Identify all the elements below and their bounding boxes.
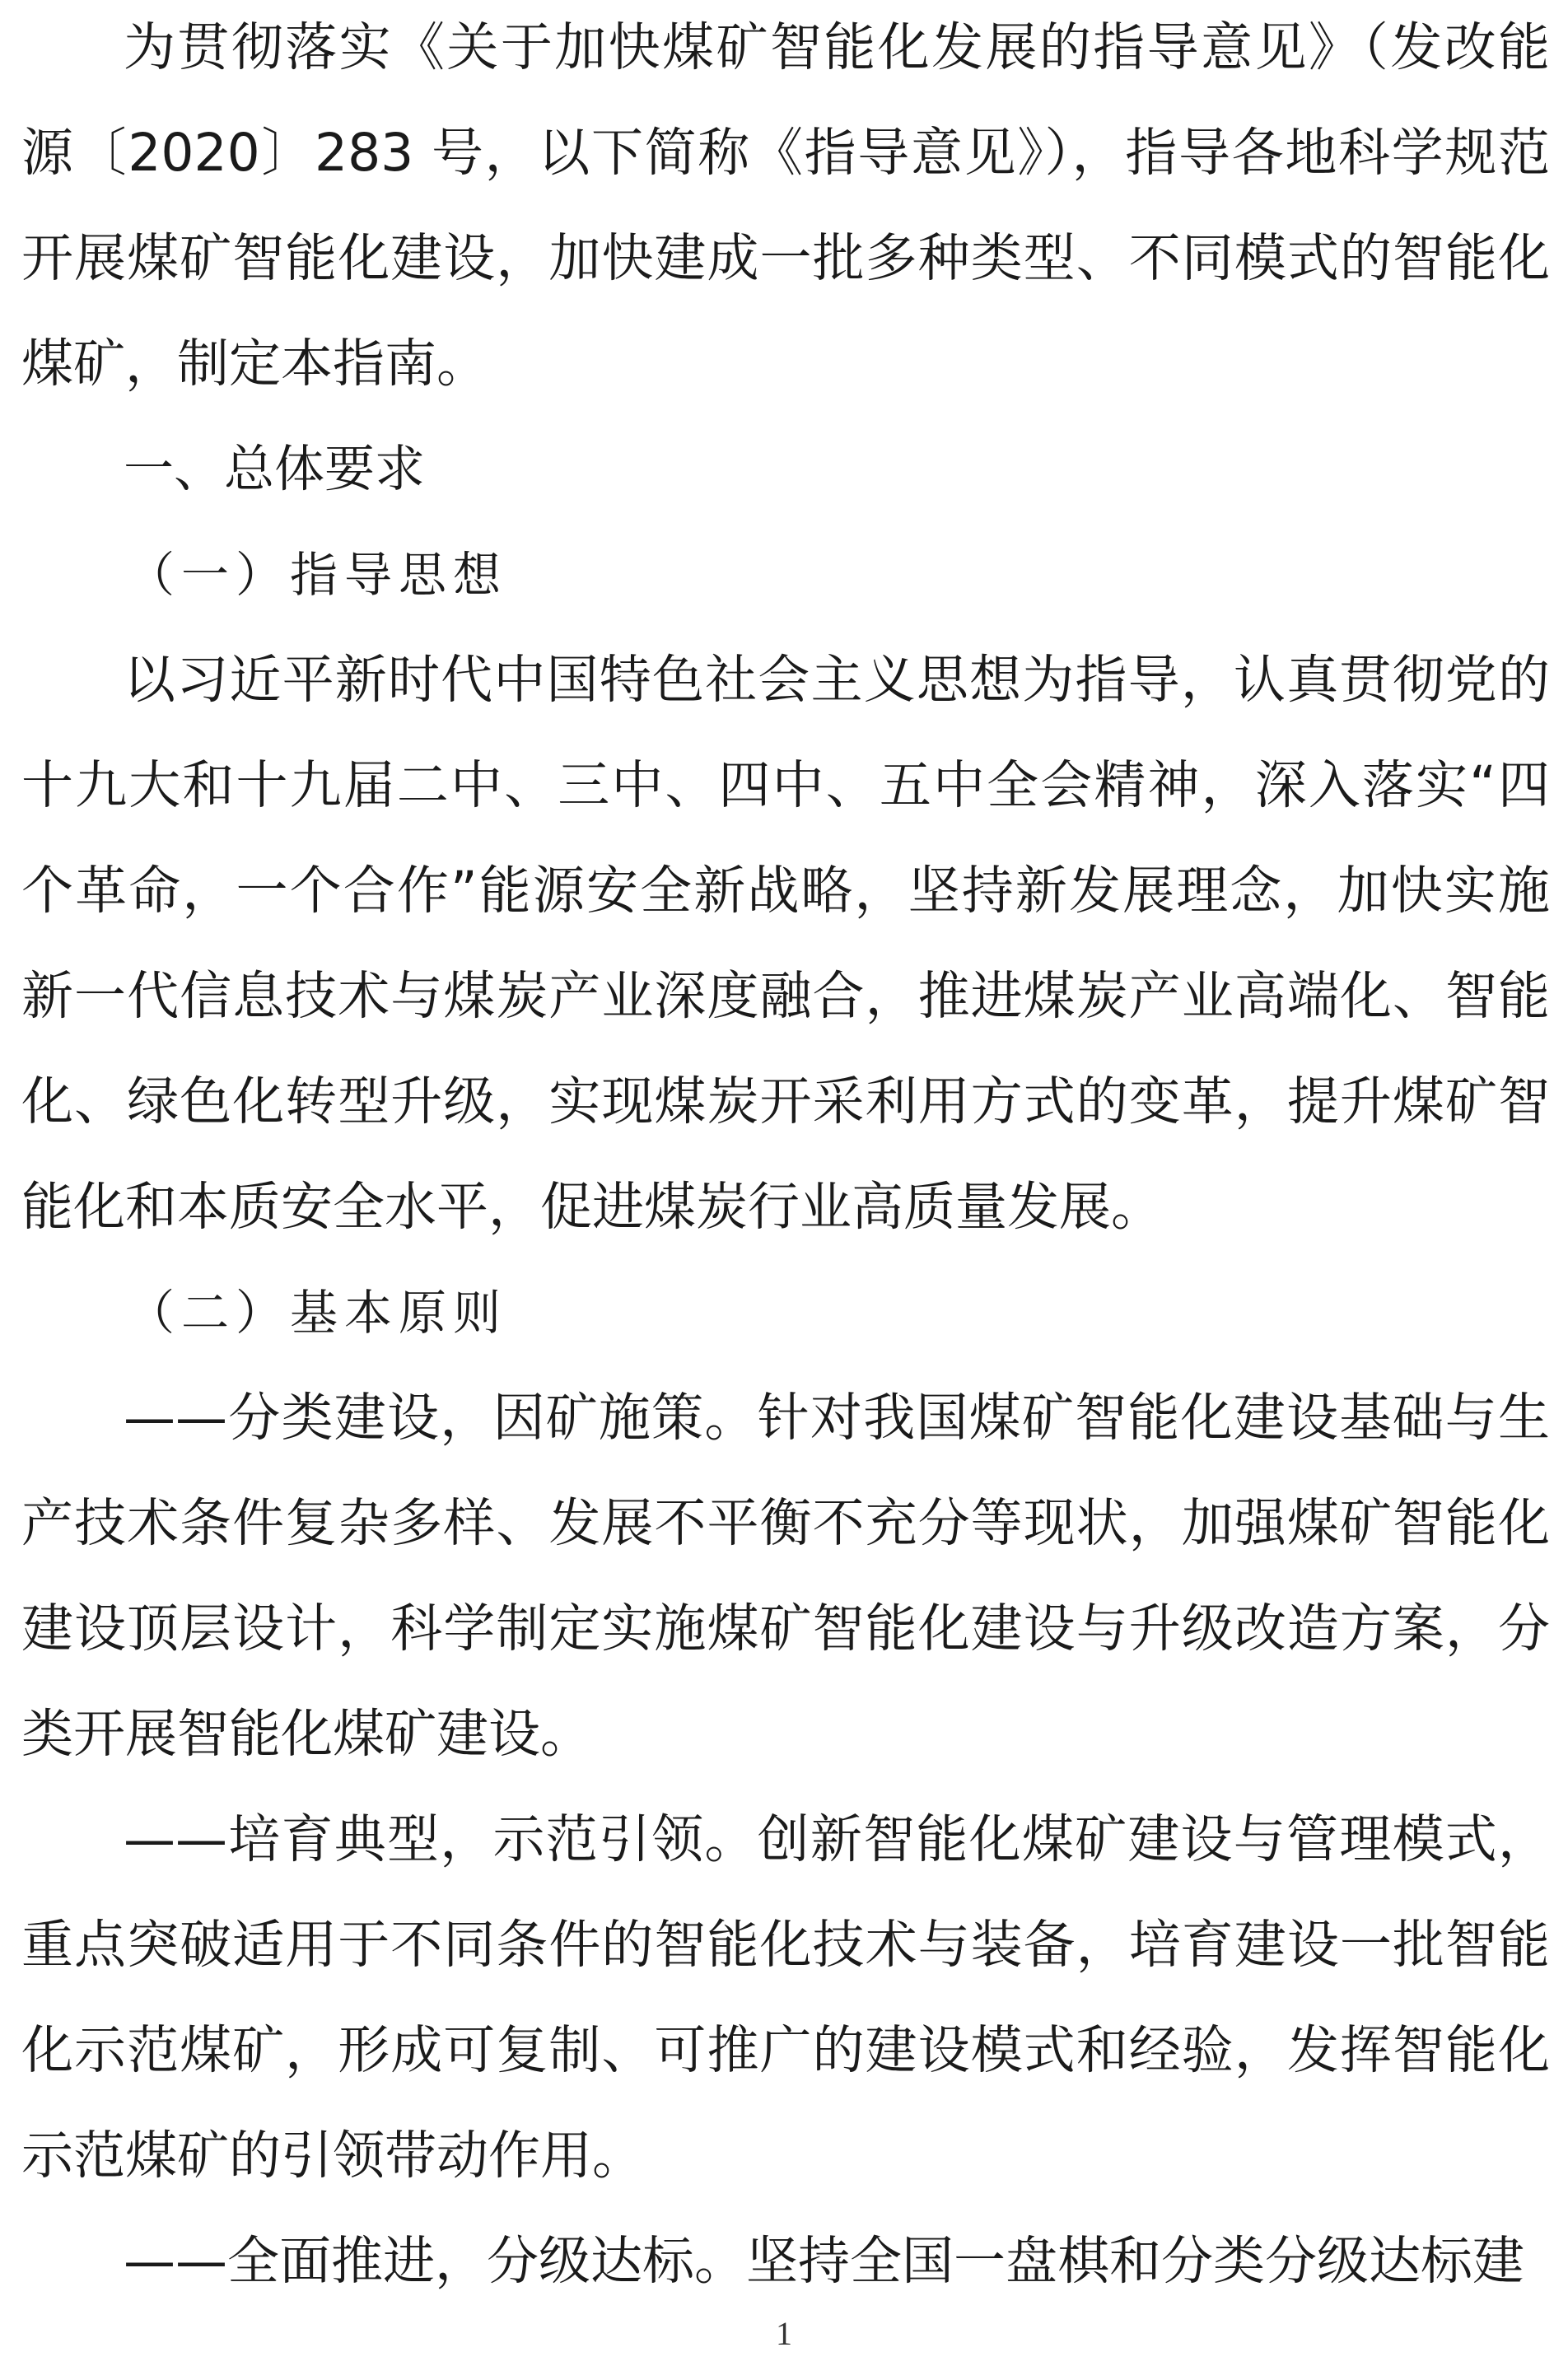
page-number: 1 xyxy=(776,2315,792,2352)
document-body xyxy=(21,0,1550,2314)
principle-paragraph-classified-construction: ——分类建设，因矿施策。针对我国煤矿智能化建设基础与生产技术条件复杂多样、发展不平衡不充分等现状，加强煤矿智能化建设顶层设计，科学制定实施煤矿智能化建设与升级改造方案，分类开展智能化煤矿建设。 xyxy=(21,1388,1550,1764)
principle-paragraph-comprehensive-promotion: ——全面推进，分级达标。坚持全国一盘棋和分类分级达标建 xyxy=(124,2231,1524,2291)
principle-paragraph-typical-demonstration: ——培育典型，示范引领。创新智能化煤矿建设与管理模式，重点突破适用于不同条件的智能化技术与装备，培育建设一批智能化示范煤矿，形成可复制、可推广的建设模式和经验，发挥智能化示范煤矿的引领带动作用。 xyxy=(21,1809,1550,2186)
guiding-ideology-paragraph: 以习近平新时代中国特色社会主义思想为指导，认真贯彻党的十九大和十九届二中、三中、四中、五中全会精神，深入落实“四个革命，一个合作”能源安全新战略，坚持新发展理念，加快实施新一代信息技术与煤炭产业深度融合，推进煤炭产业高端化、智能化、绿色化转型升级，实现煤炭开采利用方式的变革，提升煤矿智能化和本质安全水平，促进煤炭行业高质量发展。 xyxy=(21,650,1550,1237)
subsection-heading-guiding-ideology: （一）指导思想 xyxy=(127,547,508,603)
section-heading-general-requirements: 一、总体要求 xyxy=(124,440,426,498)
subsection-heading-basic-principles: （二）基本原则 xyxy=(127,1285,508,1341)
intro-paragraph: 为贯彻落实《关于加快煤矿智能化发展的指导意见》（发改能源〔2020〕283 号，以下简称《指导意见》），指导各地科学规范开展煤矿智能化建设，加快建成一批多种类型、不同模式的智能化煤矿，制定本指南。 xyxy=(21,17,1550,394)
